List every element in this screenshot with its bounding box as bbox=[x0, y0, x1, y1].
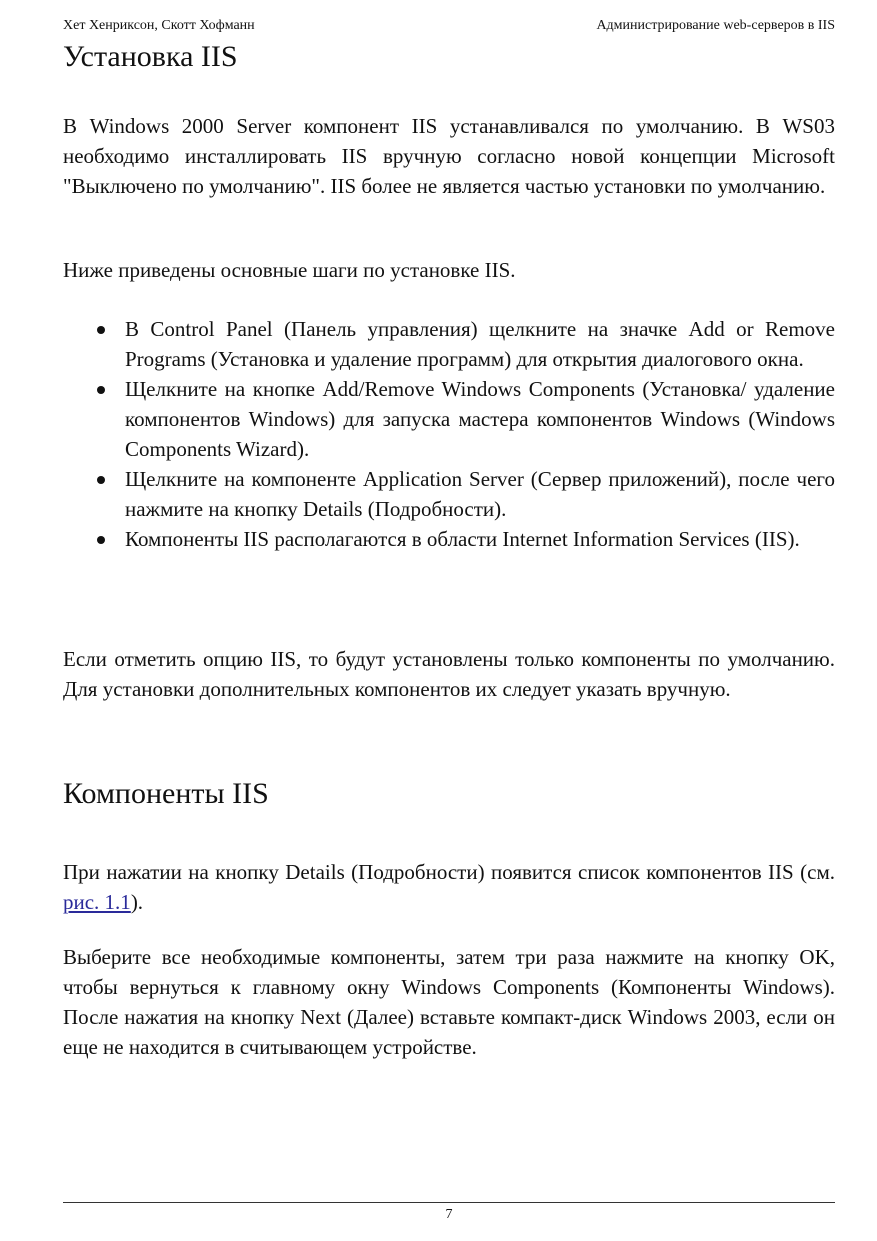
running-header bbox=[63, 17, 835, 35]
bullet-icon bbox=[97, 536, 105, 544]
bullet-icon bbox=[97, 476, 105, 484]
section-title-components: Компоненты IIS bbox=[63, 777, 269, 810]
bullet-icon bbox=[97, 386, 105, 394]
list-item bbox=[63, 374, 835, 464]
step-text: Компоненты IIS располагаются в области Internet Information Services (IIS). bbox=[125, 527, 800, 551]
list-item bbox=[63, 464, 835, 524]
bullet-icon bbox=[97, 326, 105, 334]
page-number: 7 bbox=[445, 1207, 453, 1222]
install-steps-list bbox=[63, 314, 835, 554]
document-page bbox=[63, 0, 835, 1241]
details-text-after: ). bbox=[130, 890, 144, 914]
step-text: Щелкните на кнопке Add/Remove Windows Components (Установка/ удаление компонентов Windows) для запуска мастера компонентов Windows (Windows Components Wizard). bbox=[125, 377, 835, 461]
paragraph-iis-option: Если отметить опцию IIS, то будут установлены только компоненты по умолчанию. Для установки дополнительных компонентов их следует указать вручную. bbox=[63, 647, 835, 701]
paragraph-details bbox=[63, 857, 835, 917]
step-text: В Control Panel (Панель управления) щелкните на значке Add or Remove Programs (Установка и удаление программ) для открытия диалогового окна. bbox=[125, 317, 835, 371]
details-text-before: При нажатии на кнопку Details (Подробности) появится список компонентов IIS (см. bbox=[63, 860, 835, 884]
footer-divider bbox=[63, 1202, 835, 1203]
paragraph-steps-intro: Ниже приведены основные шаги по установке IIS. bbox=[63, 258, 516, 282]
step-text: Щелкните на компоненте Application Server (Сервер приложений), после чего нажмите на кнопку Details (Подробности). bbox=[125, 467, 835, 521]
header-authors: Хет Хенриксон, Скотт Хофманн bbox=[63, 18, 255, 33]
paragraph-intro: В Windows 2000 Server компонент IIS устанавливался по умолчанию. В WS03 необходимо инсталлировать IIS вручную согласно новой концепции Microsoft "Выключено по умолчанию". IIS более не является частью установки по умолчанию. bbox=[63, 114, 835, 198]
paragraph-select-components: Выберите все необходимые компоненты, затем три раза нажмите на кнопку OK, чтобы вернуться к главному окну Windows Components (Компоненты Windows). После нажатия на кнопку Next (Далее) вставьте компакт-диск Windows 2003, если он еще не находится в считывающем устройстве. bbox=[63, 945, 835, 1059]
header-book-title: Администрирование web-серверов в IIS bbox=[596, 18, 835, 33]
list-item bbox=[63, 524, 835, 554]
list-item bbox=[63, 314, 835, 374]
section-title-install: Установка IIS bbox=[63, 40, 238, 73]
figure-link[interactable]: рис. 1.1 bbox=[63, 890, 131, 914]
